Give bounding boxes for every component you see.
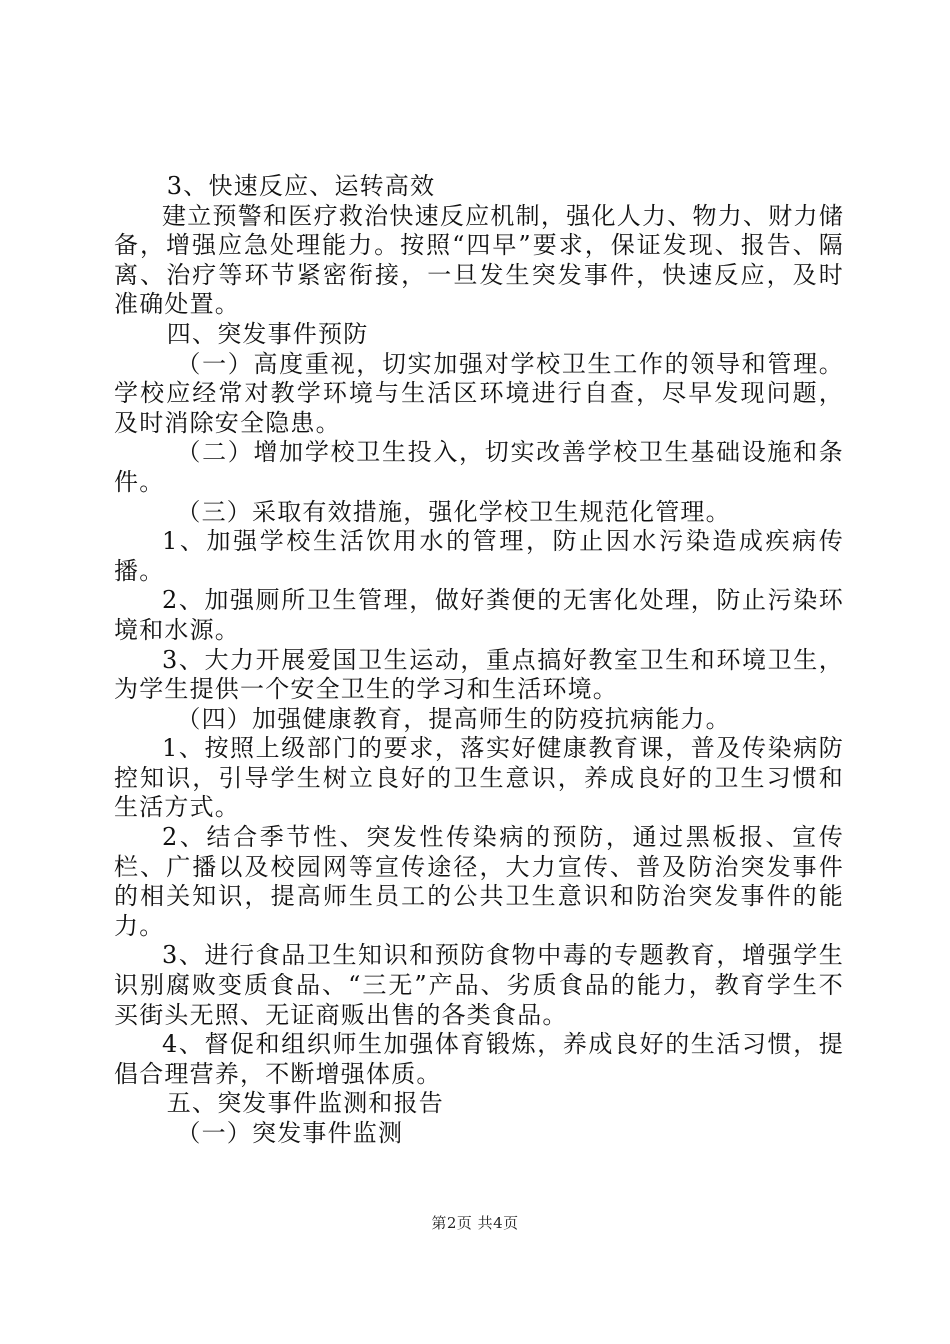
section-5-heading: 五、突发事件监测和报告 (166, 1089, 444, 1118)
document-body (114, 172, 844, 1149)
paragraph-food-safety: 3、进行食品卫生知识和预防食物中毒的专题教育，增强学生识别腐败变质食品、“三无”产品、劣质食品的能力，教育学生不买街头无照、无证商贩出售的各类食品。 (114, 941, 844, 1029)
paragraph-rapid-response: 建立预警和医疗救治快速反应机制，强化人力、物力、财力储备，增强应急处理能力。按照“四早”要求，保证发现、报告、隔离、治疗等环节紧密衔接，一旦发生突发事件，快速反应，及时准确处置。 (114, 201, 844, 319)
section-4-heading: 四、突发事件预防 (166, 319, 369, 348)
paragraph-water-management: 1、加强学校生活饮用水的管理，防止因水污染造成疾病传播。 (114, 527, 844, 585)
paragraph-item-2: （二）增加学校卫生投入，切实改善学校卫生基础设施和条件。 (114, 438, 844, 496)
paragraph-item-1: （一）高度重视，切实加强对学校卫生工作的领导和管理。学校应经常对教学环境与生活区环境进行自查，尽早发现问题，及时消除安全隐患。 (114, 349, 844, 437)
paragraph-patriotic-health: 3、大力开展爱国卫生运动，重点搞好教室卫生和环境卫生，为学生提供一个安全卫生的学习和生活环境。 (114, 645, 844, 704)
section-3-heading: 3、快速反应、运转高效 (166, 172, 436, 200)
paragraph-toilet-management: 2、加强厕所卫生管理，做好粪便的无害化处理，防止污染环境和水源。 (114, 586, 844, 644)
paragraph-seasonal-prevention: 2、结合季节性、突发性传染病的预防，通过黑板报、宣传栏、广播以及校园网等宣传途径，大力宣传、普及防治突发事件的相关知识，提高师生员工的公共卫生意识和防治突发事件的能力。 (114, 823, 844, 940)
page-number-footer: 第2页 共4页 (431, 1214, 519, 1232)
paragraph-item-3: （三）采取有效措施，强化学校卫生规范化管理。 (176, 497, 731, 526)
paragraph-health-education: 1、按照上级部门的要求，落实好健康教育课，普及传染病防控知识，引导学生树立良好的卫生意识，养成良好的卫生习惯和生活方式。 (114, 734, 844, 822)
paragraph-item-4: （四）加强健康教育，提高师生的防疫抗病能力。 (176, 704, 731, 733)
paragraph-monitoring: （一）突发事件监测 (176, 1119, 404, 1147)
paragraph-physical-exercise: 4、督促和组织师生加强体育锻炼，养成良好的生活习惯，提倡合理营养，不断增强体质。 (114, 1030, 844, 1088)
